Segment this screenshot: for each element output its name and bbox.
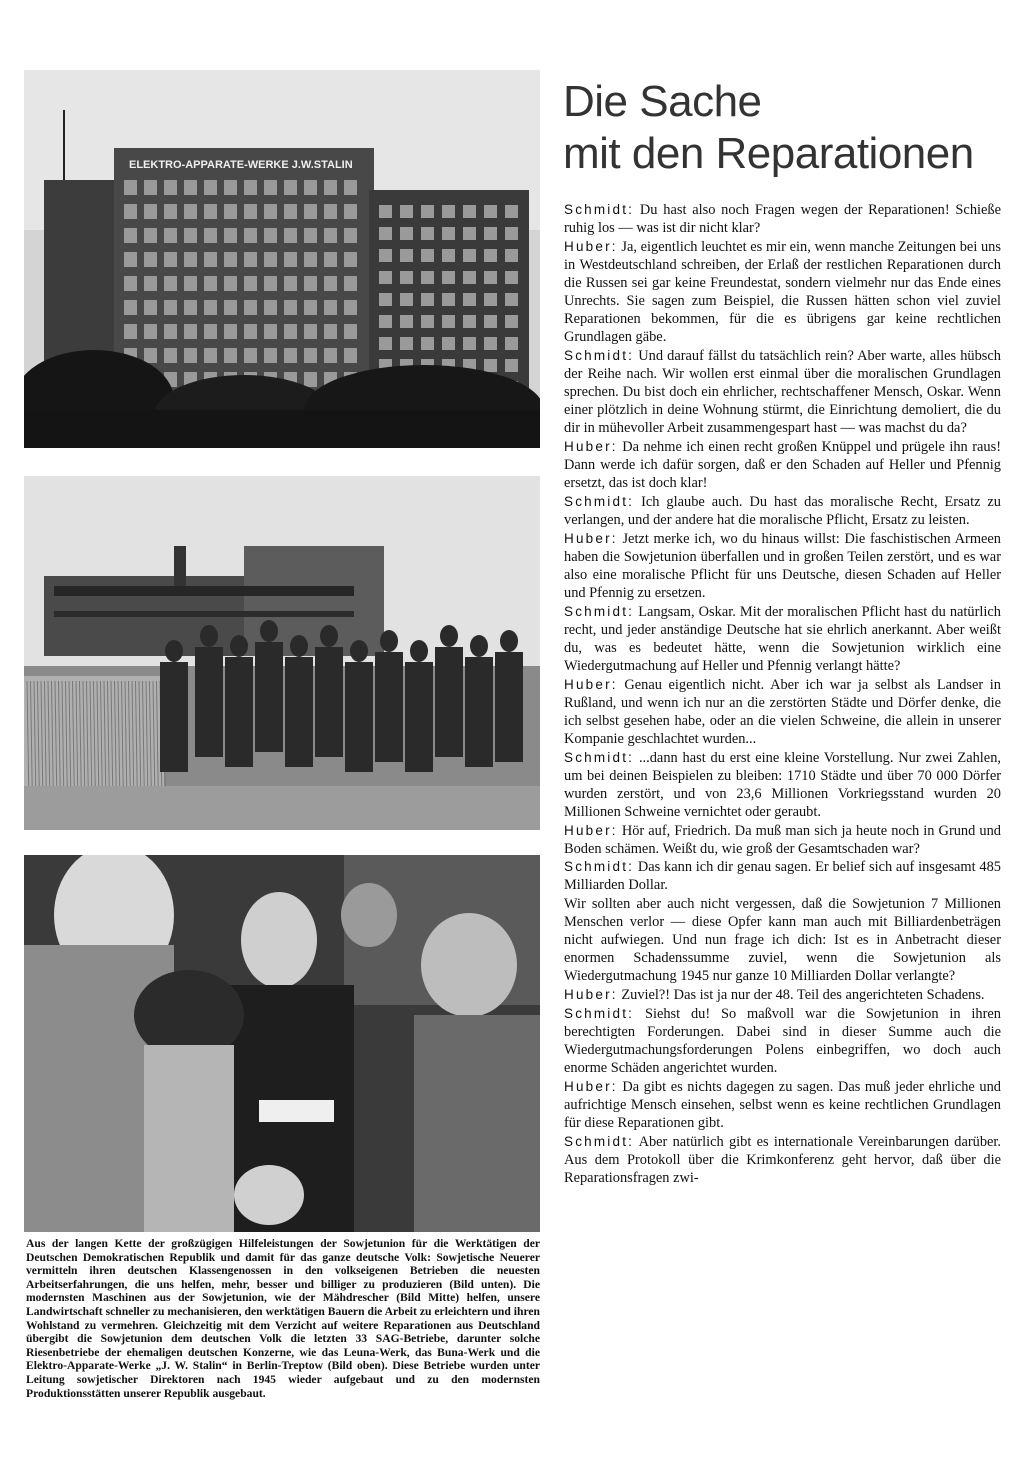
turn-text: Ja, eigentlich leuchtet es mir ein, wenn manche Zeitungen bei uns in Westdeutschland schreiben, der Erlaß der restlichen Reparationen durch die Russen sei gar keine Freundestat, sondern vielmehr nur das Ende eines Unrechts. Sie sagen zum Beispiel, die Russen hätten schon viel zuviel Reparationen bekommen, für die es übrigens gar keine rechtlichen Grundlagen gäbe. bbox=[564, 238, 1001, 346]
factory-window bbox=[124, 300, 137, 315]
factory-window bbox=[204, 180, 217, 195]
dialogue-turn bbox=[564, 493, 1001, 529]
factory-window bbox=[505, 271, 518, 284]
factory-window bbox=[264, 204, 277, 219]
speaker-name: Huber: bbox=[564, 987, 618, 1003]
person-head bbox=[350, 640, 368, 662]
factory-window bbox=[144, 228, 157, 243]
factory-window bbox=[379, 293, 392, 306]
person-body bbox=[160, 662, 188, 772]
speaker-name: Schmidt: bbox=[564, 859, 635, 875]
person-body bbox=[495, 652, 523, 762]
turn-text: Aber natürlich gibt es internationale Vereinbarungen darüber. Aus dem Protokoll über die Krimkonferenz geht hervor, daß über die Reparationsfragen zwi- bbox=[564, 1133, 1001, 1186]
person-body bbox=[255, 642, 283, 752]
factory-window bbox=[344, 324, 357, 339]
factory-window bbox=[484, 293, 497, 306]
person-body bbox=[345, 662, 373, 772]
person-body bbox=[375, 652, 403, 762]
factory-window bbox=[484, 359, 497, 372]
dialogue-turn bbox=[564, 1133, 1001, 1187]
dialogue-turn bbox=[564, 895, 1001, 985]
person-head bbox=[260, 620, 278, 642]
factory-window bbox=[344, 348, 357, 363]
factory-window bbox=[224, 252, 237, 267]
harvester-illustration bbox=[24, 476, 540, 830]
person-head bbox=[410, 640, 428, 662]
factory-window bbox=[124, 276, 137, 291]
factory-window bbox=[400, 315, 413, 328]
person-head bbox=[290, 635, 308, 657]
factory-window bbox=[505, 227, 518, 240]
factory-window bbox=[144, 204, 157, 219]
factory-window bbox=[144, 348, 157, 363]
factory-window bbox=[442, 271, 455, 284]
factory-window bbox=[204, 300, 217, 315]
factory-window bbox=[264, 276, 277, 291]
person-head bbox=[470, 635, 488, 657]
factory-window bbox=[264, 228, 277, 243]
factory-window bbox=[264, 252, 277, 267]
factory-window bbox=[124, 180, 137, 195]
person-body bbox=[315, 647, 343, 757]
factory-window bbox=[484, 205, 497, 218]
factory-window bbox=[304, 180, 317, 195]
factory-window bbox=[244, 228, 257, 243]
headline-line-1: Die Sache bbox=[563, 77, 762, 126]
factory-window bbox=[442, 315, 455, 328]
factory-window bbox=[463, 293, 476, 306]
turn-text: Ich glaube auch. Du hast das moralische Recht, Ersatz zu verlangen, und der andere hat die moralische Pflicht, Ersatz zu leisten. bbox=[564, 493, 1001, 528]
factory-window bbox=[164, 300, 177, 315]
factory-window bbox=[304, 276, 317, 291]
turn-text: Jetzt merke ich, wo du hinaus willst: Die faschistischen Armeen haben die Sowjetunion überfallen und in großen Teilen zerstört, und es war also eine moralische Pflicht für uns Deutsche, diesen Schaden auf Heller und Pfennig zu ersetzen. bbox=[564, 530, 1001, 601]
factory-window bbox=[421, 271, 434, 284]
factory-window bbox=[344, 180, 357, 195]
factory-window bbox=[164, 180, 177, 195]
factory-window bbox=[304, 372, 317, 387]
factory-window bbox=[304, 228, 317, 243]
factory-window bbox=[124, 324, 137, 339]
person-head bbox=[440, 625, 458, 647]
factory-window bbox=[324, 252, 337, 267]
turn-text: Genau eigentlich nicht. Aber ich war ja selbst als Landser in Rußland, und wenn ich nur an die zerstörten Städte und Dörfer denke, die ich selbst gesehen habe, oder an die vielen Schweine, die allein in unserer Kompanie geschlachtet wurden... bbox=[564, 676, 1001, 747]
factory-window bbox=[344, 300, 357, 315]
factory-window bbox=[284, 276, 297, 291]
factory-window bbox=[244, 300, 257, 315]
factory-window bbox=[164, 324, 177, 339]
speaker-name: Schmidt: bbox=[564, 493, 635, 509]
factory-window bbox=[379, 227, 392, 240]
factory-window bbox=[284, 348, 297, 363]
factory-window bbox=[164, 252, 177, 267]
factory-window bbox=[204, 276, 217, 291]
factory-window bbox=[204, 228, 217, 243]
factory-window bbox=[124, 252, 137, 267]
factory-window bbox=[484, 249, 497, 262]
factory-window bbox=[244, 252, 257, 267]
factory-window bbox=[344, 204, 357, 219]
turn-text: Du hast also noch Fragen wegen der Reparationen! Schieße ruhig los — was ist dir nicht klar? bbox=[564, 202, 1001, 237]
factory-window bbox=[324, 180, 337, 195]
factory-window bbox=[421, 227, 434, 240]
factory-window bbox=[244, 324, 257, 339]
speaker-name: Schmidt: bbox=[564, 603, 635, 619]
person-body bbox=[195, 647, 223, 757]
dialogue-turn bbox=[564, 1005, 1001, 1077]
factory-window bbox=[442, 249, 455, 262]
dialogue-column bbox=[564, 201, 1001, 1188]
dialogue-turn bbox=[564, 858, 1001, 894]
factory-window bbox=[284, 300, 297, 315]
person-body bbox=[285, 657, 313, 767]
factory-window bbox=[400, 293, 413, 306]
factory-window bbox=[184, 324, 197, 339]
turn-text: Siehst du! So maßvoll war die Sowjetunion in ihren berechtigten Forderungen. Dabei sind in dieser Summe auch die Wiedergutmachungsforderungen Polens einbegriffen, wo doch auch enorme Schäden angerichtet wurden. bbox=[564, 1005, 1001, 1077]
person-head bbox=[320, 625, 338, 647]
factory-window bbox=[244, 276, 257, 291]
factory-window bbox=[484, 227, 497, 240]
factory-window bbox=[244, 348, 257, 363]
factory-window bbox=[144, 180, 157, 195]
factory-window bbox=[324, 348, 337, 363]
factory-window bbox=[379, 205, 392, 218]
factory-window bbox=[379, 315, 392, 328]
turn-text: Zuviel?! Das ist ja nur der 48. Teil des angerichteten Schadens. bbox=[621, 987, 985, 1004]
factory-window bbox=[442, 293, 455, 306]
factory-window bbox=[463, 205, 476, 218]
factory-window bbox=[505, 205, 518, 218]
factory-window bbox=[304, 252, 317, 267]
factory-window bbox=[400, 205, 413, 218]
factory-window bbox=[144, 300, 157, 315]
speaker-name: Huber: bbox=[564, 1078, 618, 1094]
factory-window bbox=[224, 300, 237, 315]
factory-window bbox=[304, 204, 317, 219]
factory-window bbox=[204, 324, 217, 339]
dialogue-turn bbox=[564, 822, 1001, 858]
factory-window bbox=[224, 348, 237, 363]
factory-window bbox=[379, 337, 392, 350]
factory-window bbox=[421, 249, 434, 262]
turn-text: Wir sollten aber auch nicht vergessen, daß die Sowjetunion 7 Millionen Menschen verlor — diese Opfer kann man auch mit Billiardenbeträgen nicht aufwiegen. Und nun frage ich dich: Ist es in Anbetracht dieser enormen Schadenssumme zuviel, wenn die Sowjetunion als Wiedergutmachung 1945 nur ganze 10 Milliarden Dollar verlangte? bbox=[564, 896, 1001, 985]
factory-window bbox=[264, 300, 277, 315]
turn-text: Das kann ich dir genau sagen. Er belief sich auf insgesamt 485 Milliarden Dollar. bbox=[564, 859, 1001, 894]
dialogue-turn bbox=[564, 603, 1001, 675]
speaker-name: Huber: bbox=[564, 439, 618, 454]
dialogue-turn bbox=[564, 749, 1001, 821]
factory-window bbox=[324, 300, 337, 315]
factory-window bbox=[379, 249, 392, 262]
factory-window bbox=[144, 252, 157, 267]
article-headline bbox=[563, 76, 1013, 180]
factory-window bbox=[484, 337, 497, 350]
photo-caption: Aus der langen Kette der großzügigen Hilfeleistungen der Sowjetunion für die Werktätigen der Deutschen Demokratischen Republik und damit für das ganze deutsche Volk: Sowjetische Neuerer vermitteln ihren deutschen Klassengenossen in den volkseigenen Betrieben die neuesten Arbeitserfahrungen, die uns helfen, mehr, besser und billiger zu produzieren (Bild unten). Die modernsten Maschinen aus der Sowjetunion, wie der Mähdrescher (Bild Mitte) helfen, unsere Landwirtschaft schneller zu mechanisieren, den werktätigen Bauern die Arbeit zu erleichtern und ihren Wohlstand zu vermehren. Gleichzeitig mit dem Verzicht auf weitere Reparationen aus Deutschland übergibt die Sowjetunion dem deutschen Volk die letzten 33 SAG-Betriebe, darunter solche Riesenbetriebe der ehemaligen deutschen Konzerne, wie das Leuna-Werk, das Buna-Werk und die Elektro-Apparate-Werke „J. W. Stalin“ in Berlin-Treptow (Bild oben). Diese Betriebe wurden unter Leitung sowjetischer Direktoren nach 1945 wieder aufgebaut und zu den modernsten Produktionsstätten unserer Republik ausgebaut. bbox=[26, 1237, 540, 1400]
factory-window bbox=[264, 348, 277, 363]
factory-window bbox=[124, 228, 137, 243]
factory-window bbox=[421, 315, 434, 328]
factory-window bbox=[344, 228, 357, 243]
factory-window bbox=[224, 180, 237, 195]
factory-window bbox=[442, 337, 455, 350]
dialogue-turn bbox=[564, 1078, 1001, 1132]
factory-window bbox=[400, 249, 413, 262]
factory-window bbox=[204, 204, 217, 219]
person-head bbox=[380, 630, 398, 652]
factory-window bbox=[442, 227, 455, 240]
factory-window bbox=[324, 324, 337, 339]
factory-window bbox=[344, 276, 357, 291]
factory-window bbox=[284, 180, 297, 195]
factory-window bbox=[442, 205, 455, 218]
person-body bbox=[405, 662, 433, 772]
turn-text: ...dann hast du erst eine kleine Vorstellung. Nur zwei Zahlen, um bei deinen Beispielen zu bleiben: 1710 Städte und über 70 000 Dörfer wurden zerstört, und von 23,6 Millionen Vorkriegsstand wurden 20 Millionen Schweine vernichtet oder geraubt. bbox=[564, 749, 1001, 820]
factory-window bbox=[324, 204, 337, 219]
factory-window bbox=[505, 359, 518, 372]
factory-window bbox=[379, 271, 392, 284]
factory-window bbox=[463, 227, 476, 240]
factory-window bbox=[244, 204, 257, 219]
factory-window bbox=[264, 180, 277, 195]
speaker-name: Huber: bbox=[564, 676, 618, 692]
factory-window bbox=[184, 204, 197, 219]
factory-window bbox=[184, 180, 197, 195]
photo-combine-harvester bbox=[24, 476, 540, 830]
factory-window bbox=[224, 276, 237, 291]
factory-window bbox=[484, 315, 497, 328]
person-head bbox=[230, 635, 248, 657]
person-head bbox=[165, 640, 183, 662]
factory-window bbox=[184, 348, 197, 363]
turn-text: Da gibt es nichts dagegen zu sagen. Das muß jeder ehrliche und aufrichtige Mensch einsehen, selbst wenn es keine rechtlichen Grundlagen für diese Reparationen gibt. bbox=[564, 1078, 1001, 1131]
factory-window bbox=[304, 300, 317, 315]
speaker-name: Schmidt: bbox=[564, 202, 635, 217]
workers-illustration bbox=[24, 855, 540, 1232]
factory-window bbox=[204, 348, 217, 363]
factory-window bbox=[144, 324, 157, 339]
factory-window bbox=[304, 324, 317, 339]
dialogue-turn bbox=[564, 201, 1001, 237]
factory-window bbox=[505, 249, 518, 262]
dialogue-turn bbox=[564, 238, 1001, 347]
factory-window bbox=[124, 204, 137, 219]
factory-window bbox=[400, 227, 413, 240]
factory-sign: ELEKTRO-APPARATE-WERKE J.W.STALIN bbox=[129, 159, 353, 171]
factory-window bbox=[164, 228, 177, 243]
factory-window bbox=[400, 271, 413, 284]
factory-window bbox=[421, 337, 434, 350]
factory-window bbox=[463, 315, 476, 328]
factory-window bbox=[284, 252, 297, 267]
speaker-name: Schmidt: bbox=[564, 347, 635, 363]
factory-window bbox=[164, 204, 177, 219]
factory-window bbox=[324, 228, 337, 243]
factory-window bbox=[164, 348, 177, 363]
factory-window bbox=[463, 271, 476, 284]
factory-window bbox=[421, 205, 434, 218]
dialogue-turn bbox=[564, 347, 1001, 437]
factory-window bbox=[164, 276, 177, 291]
turn-text: Langsam, Oskar. Mit der moralischen Pflicht hast du natürlich recht, und jeder anständige Deutsche hat sie ehrlich anerkannt. Aber weißt du, was es bedeutet hätte, wenn die Sowjetunion wirklich eine Wiedergutmachung auf Heller und Pfennig verlangt hätte? bbox=[564, 603, 1001, 674]
dialogue-turn bbox=[564, 530, 1001, 602]
factory-window bbox=[284, 204, 297, 219]
turn-text: Da nehme ich einen recht großen Knüppel und prügele ihn raus! Dann werde ich dafür sorgen, daß er den Schaden auf Heller und Pfennig ersetzt, das ist doch klar! bbox=[564, 439, 1001, 492]
factory-window bbox=[204, 252, 217, 267]
factory-window bbox=[400, 337, 413, 350]
dialogue-turn bbox=[564, 676, 1001, 748]
factory-window bbox=[463, 249, 476, 262]
dialogue-turn bbox=[564, 438, 1001, 492]
factory-window bbox=[324, 276, 337, 291]
factory-window bbox=[505, 337, 518, 350]
factory-window bbox=[284, 324, 297, 339]
speaker-name: Schmidt: bbox=[564, 1133, 635, 1149]
factory-window bbox=[244, 180, 257, 195]
person-body bbox=[225, 657, 253, 767]
factory-window bbox=[184, 276, 197, 291]
speaker-name: Huber: bbox=[564, 530, 618, 546]
photo-factory-building bbox=[24, 70, 540, 448]
factory-window bbox=[463, 337, 476, 350]
speaker-name: Schmidt: bbox=[564, 1005, 635, 1021]
person-head bbox=[500, 630, 518, 652]
factory-window bbox=[224, 228, 237, 243]
person-head bbox=[200, 625, 218, 647]
factory-window bbox=[224, 324, 237, 339]
factory-window bbox=[224, 204, 237, 219]
turn-text: Und darauf fällst du tatsächlich rein? Aber warte, alles hübsch der Reihe nach. Wir wollen erst einmal über die moralischen Grundlagen sprechen. Du bist doch ein ehrlicher, rechtschaffener Mensch, Oskar. Wenn einer plötzlich in deine Wohnung stürmt, die Einrichtung demoliert, die du dir in mühevoller Arbeit zusammengespart hast — was machst du da? bbox=[564, 347, 1001, 437]
factory-window bbox=[421, 293, 434, 306]
factory-window bbox=[284, 228, 297, 243]
person-body bbox=[435, 647, 463, 757]
factory-window bbox=[304, 348, 317, 363]
speaker-name: Schmidt: bbox=[564, 749, 635, 765]
dialogue-turn bbox=[564, 986, 1001, 1004]
headline-line-2: mit den Reparationen bbox=[563, 129, 974, 178]
factory-window bbox=[344, 252, 357, 267]
factory-illustration bbox=[24, 70, 540, 448]
photo-soviet-innovators bbox=[24, 855, 540, 1232]
factory-window bbox=[184, 228, 197, 243]
person-body bbox=[465, 657, 493, 767]
factory-window bbox=[505, 315, 518, 328]
turn-text: Hör auf, Friedrich. Da muß man sich ja heute noch in Grund und Boden schämen. Weißt du, wie groß der Gesamtschaden war? bbox=[564, 822, 1001, 857]
speaker-name: Huber: bbox=[564, 238, 618, 254]
factory-window bbox=[484, 271, 497, 284]
factory-window bbox=[144, 276, 157, 291]
factory-window bbox=[184, 300, 197, 315]
speaker-name: Huber: bbox=[564, 822, 618, 838]
factory-window bbox=[264, 324, 277, 339]
factory-window bbox=[184, 252, 197, 267]
factory-window bbox=[505, 293, 518, 306]
